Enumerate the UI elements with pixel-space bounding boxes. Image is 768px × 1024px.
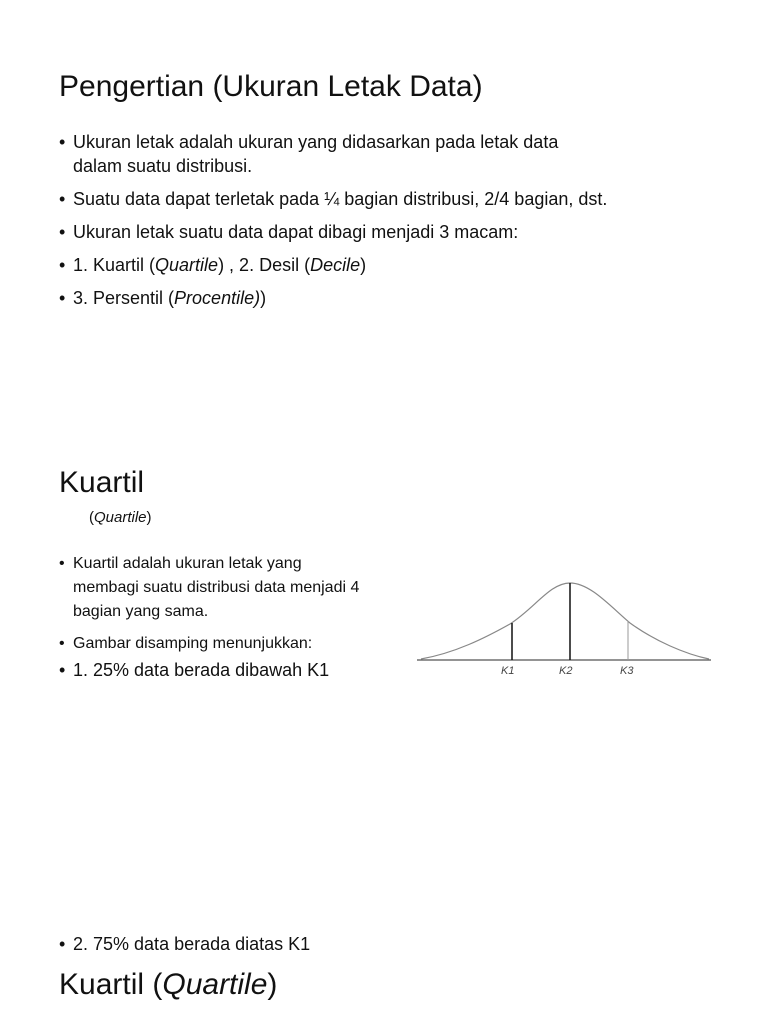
text-segment: ( bbox=[89, 509, 94, 526]
list-item bbox=[59, 552, 359, 624]
k1-label: K1 bbox=[501, 665, 515, 677]
text-segment: ) bbox=[360, 255, 367, 275]
text-segment: 3. Persentil ( bbox=[73, 288, 175, 308]
section1-bullet-list bbox=[59, 130, 607, 319]
list-item bbox=[59, 130, 607, 178]
list-item: • Gambar disamping menunjukkan: bbox=[59, 632, 359, 656]
section3-title bbox=[59, 968, 277, 1002]
section3-bullet-list bbox=[59, 932, 310, 956]
italic-term: Quartile bbox=[162, 968, 268, 1001]
italic-term: Decile bbox=[310, 255, 361, 275]
list-item: • Ukuran letak suatu data dapat dibagi menjadi 3 macam: bbox=[59, 220, 607, 244]
section2-title: Kuartil bbox=[59, 466, 145, 499]
text-segment: ) bbox=[267, 968, 278, 1001]
normal-distribution-figure bbox=[415, 578, 715, 680]
italic-term: Quartile bbox=[94, 509, 147, 526]
list-item: • 1. 25% data berada dibawah K1 bbox=[59, 658, 359, 682]
list-item: • 2. 75% data berada diatas K1 bbox=[59, 932, 310, 956]
k3-label: K3 bbox=[620, 665, 634, 677]
bullet-text-line1: Ukuran letak adalah ukuran yang didasarkan pada letak data bbox=[73, 132, 559, 152]
italic-term: Quartile bbox=[155, 255, 219, 275]
text-segment: ) , 2. Desil ( bbox=[218, 255, 311, 275]
section1-title: Pengertian (Ukuran Letak Data) bbox=[59, 70, 483, 103]
text-segment: ) bbox=[146, 509, 152, 526]
text-segment: 1. Kuartil ( bbox=[73, 255, 156, 275]
section2-bullet-list bbox=[59, 552, 359, 690]
bullet-text-line2: dalam suatu distribusi. bbox=[73, 156, 253, 176]
text-segment: Kuartil ( bbox=[59, 968, 163, 1001]
k2-label: K2 bbox=[559, 665, 573, 677]
italic-term: Procentile) bbox=[174, 288, 261, 308]
bullet-text-line2: membagi suatu distribusi data menjadi 4 bbox=[73, 579, 360, 596]
bullet-text-line1: Kuartil adalah ukuran letak yang bbox=[73, 555, 302, 572]
text-segment: ) bbox=[260, 288, 267, 308]
list-item bbox=[59, 253, 607, 277]
bullet-text-line3: bagian yang sama. bbox=[73, 603, 209, 620]
section2-subtitle bbox=[89, 509, 152, 526]
list-item: • Suatu data dapat terletak pada ¼ bagian distribusi, 2/4 bagian, dst. bbox=[59, 187, 607, 211]
bell-curve bbox=[421, 583, 709, 659]
list-item bbox=[59, 286, 607, 310]
